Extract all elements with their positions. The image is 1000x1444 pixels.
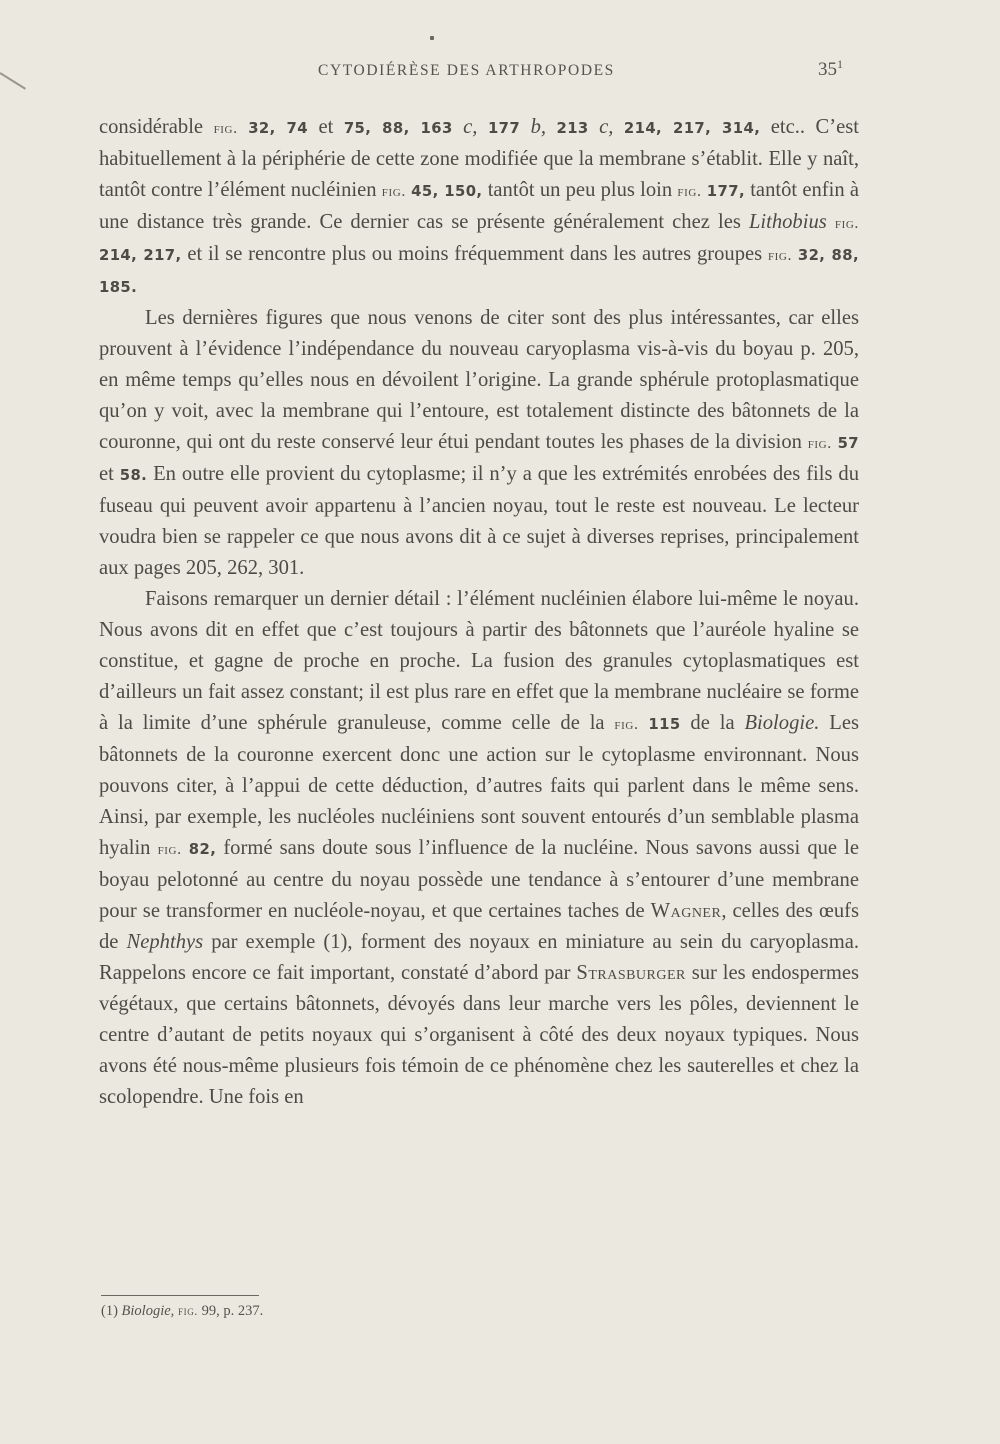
author-name: Strasburger [576, 962, 686, 984]
text-run: etc.. C’est habituellement à la périphérie de cette zone modifiée que la membrane s’établit. Elle y naît, tantôt contre l’élément nucléinien [99, 116, 859, 201]
text-run: Faisons remarquer un dernier détail : l’élément nucléinien élabore lui-même le noyau. Nous avons dit en effet que c’est toujours à partir des bâtonnets que l’auréole hyaline se constitue, et gagne de proche en proche. La fusion des granules cytoplasmatiques est d’ailleurs un fait assez constant; il est plus rare en effet que la membrane nucléaire se forme à la limite d’une sphérule granuleuse, comme celle de la [99, 588, 859, 734]
footnote-source: Biologie, [121, 1303, 175, 1319]
page-number [818, 59, 843, 81]
figure-number: 57 [837, 435, 859, 452]
text-run: tantôt un peu plus loin [482, 179, 678, 201]
taxon-name: Nephthys [126, 931, 204, 953]
text-run: Les dernières figures que nous venons de citer sont des plus intéressantes, car elles prouvent à l’évidence l’indépendance du nouveau caryoplasma vis-à-vis du boyau p. 205, en même temps qu’elles nous en dévoilent l’origine. La grande sphérule protoplasmatique qu’on y voit, avec la membrane qui l’entoure, est totalement distincte des bâtonnets de la couronne, qui ont du reste conservé leur étui pendant toutes les phases de la division [99, 307, 859, 453]
footnote [101, 1303, 263, 1320]
footnote-marker: (1) [101, 1303, 122, 1319]
text-run: et [307, 116, 344, 138]
figure-number: 177, [706, 183, 745, 200]
author-name: Wagner [650, 900, 722, 922]
text-run: , celles des œufs de [99, 900, 859, 953]
figure-number: 45, 150, [411, 183, 483, 200]
text-run: formé sans doute sous l’influence de la nucléine. Nous savons aussi que le boyau pelotonné au centre du noyau possède une tendance à s’entourer d’une membrane pour se transformer en nucléole-noyau, et que certaines taches de [99, 837, 859, 922]
text-run: c, [588, 116, 624, 138]
publication-title: Biologie. [744, 712, 820, 734]
text-run: En outre elle provient du cytoplasme; il n’y a que les extrémités enrobées des fils du fuseau qui peuvent avoir appartenu à l’ancien noyau, tout le reste est nouveau. Le lecteur voudra bien se rappeler ce que nous avons dit à ce sujet à diverses reprises, principalement aux pages 205, 262, 301. [99, 463, 859, 579]
text-run: c, [452, 116, 488, 138]
figure-number: 213 [556, 120, 589, 137]
figure-number: 58. [119, 467, 148, 484]
text-run: tantôt enfin à une distance très grande. Ce dernier cas se présente généralement chez les [99, 179, 860, 233]
text-run: par exemple (1), forment des noyaux en miniature au sein du caryoplasma. Rappelons encore ce fait important, constaté d’abord par [99, 931, 860, 984]
body-text [99, 112, 859, 1113]
figure-ref-label: fig. [767, 247, 793, 264]
text-run: et il se rencontre plus ou moins fréquemment dans les autres groupes [181, 243, 768, 265]
running-head-title: CYTODIÉRÈSE DES ARTHROPODES [318, 62, 615, 79]
figure-ref-label: fig. [677, 183, 702, 200]
figure-ref-label: fig. [807, 435, 832, 452]
text-run: et [99, 463, 120, 485]
taxon-name: Lithobius [748, 211, 827, 233]
footnote-divider [101, 1295, 259, 1296]
figure-ref-label: fig. [157, 841, 182, 858]
text-run: considérable [99, 116, 204, 138]
figure-number: 177 [487, 120, 521, 137]
page-number-main: 35 [818, 59, 837, 80]
running-head [0, 57, 1000, 86]
figure-ref-label: fig. [174, 1304, 198, 1318]
paragraph-1 [99, 112, 859, 303]
figure-number: 214, 217, 314, [623, 120, 761, 137]
paragraph-2 [99, 303, 859, 584]
figure-number: 115 [648, 716, 681, 733]
text-run: de la [680, 712, 745, 734]
text-run: b, [520, 116, 557, 138]
figure-ref-label: fig. [834, 215, 859, 232]
figure-number: 214, 217, [99, 247, 182, 264]
text-run: Les bâtonnets de la couronne exercent donc une action sur le cytoplasme environnant. Nous pouvons citer, à l’appui de cette déduction, d’autres faits qui parlent dans le même sens. Ainsi, par exemple, les nucléoles nucléiniens sont souvent entourés d’un semblable plasma hyalin [99, 712, 859, 859]
figure-ref-label: fig. [213, 120, 238, 137]
figure-number: 82, [188, 841, 217, 858]
figure-number: 32, 74 [248, 120, 308, 137]
figure-ref-label: fig. [614, 716, 639, 733]
figure-number: 75, 88, 163 [343, 120, 453, 137]
paragraph-3 [99, 584, 859, 1113]
figure-ref-label: fig. [381, 183, 406, 200]
figure-number: 32, 88, 185. [99, 247, 859, 296]
page-number-superscript: 1 [837, 57, 843, 71]
text-run: sur les endospermes végétaux, que certains bâtonnets, dévoyés dans leur marche vers les pôles, deviennent le centre d’autant de petits noyaux qui s’organisent à côté des deux noyaux typiques. Nous avons été nous-même plusieurs fois témoin de ce phénomène chez les sauterelles et chez la scolopendre. Une fois en [99, 962, 859, 1108]
footnote-text: 99, p. 237. [197, 1303, 264, 1319]
printer-mark [430, 36, 434, 40]
